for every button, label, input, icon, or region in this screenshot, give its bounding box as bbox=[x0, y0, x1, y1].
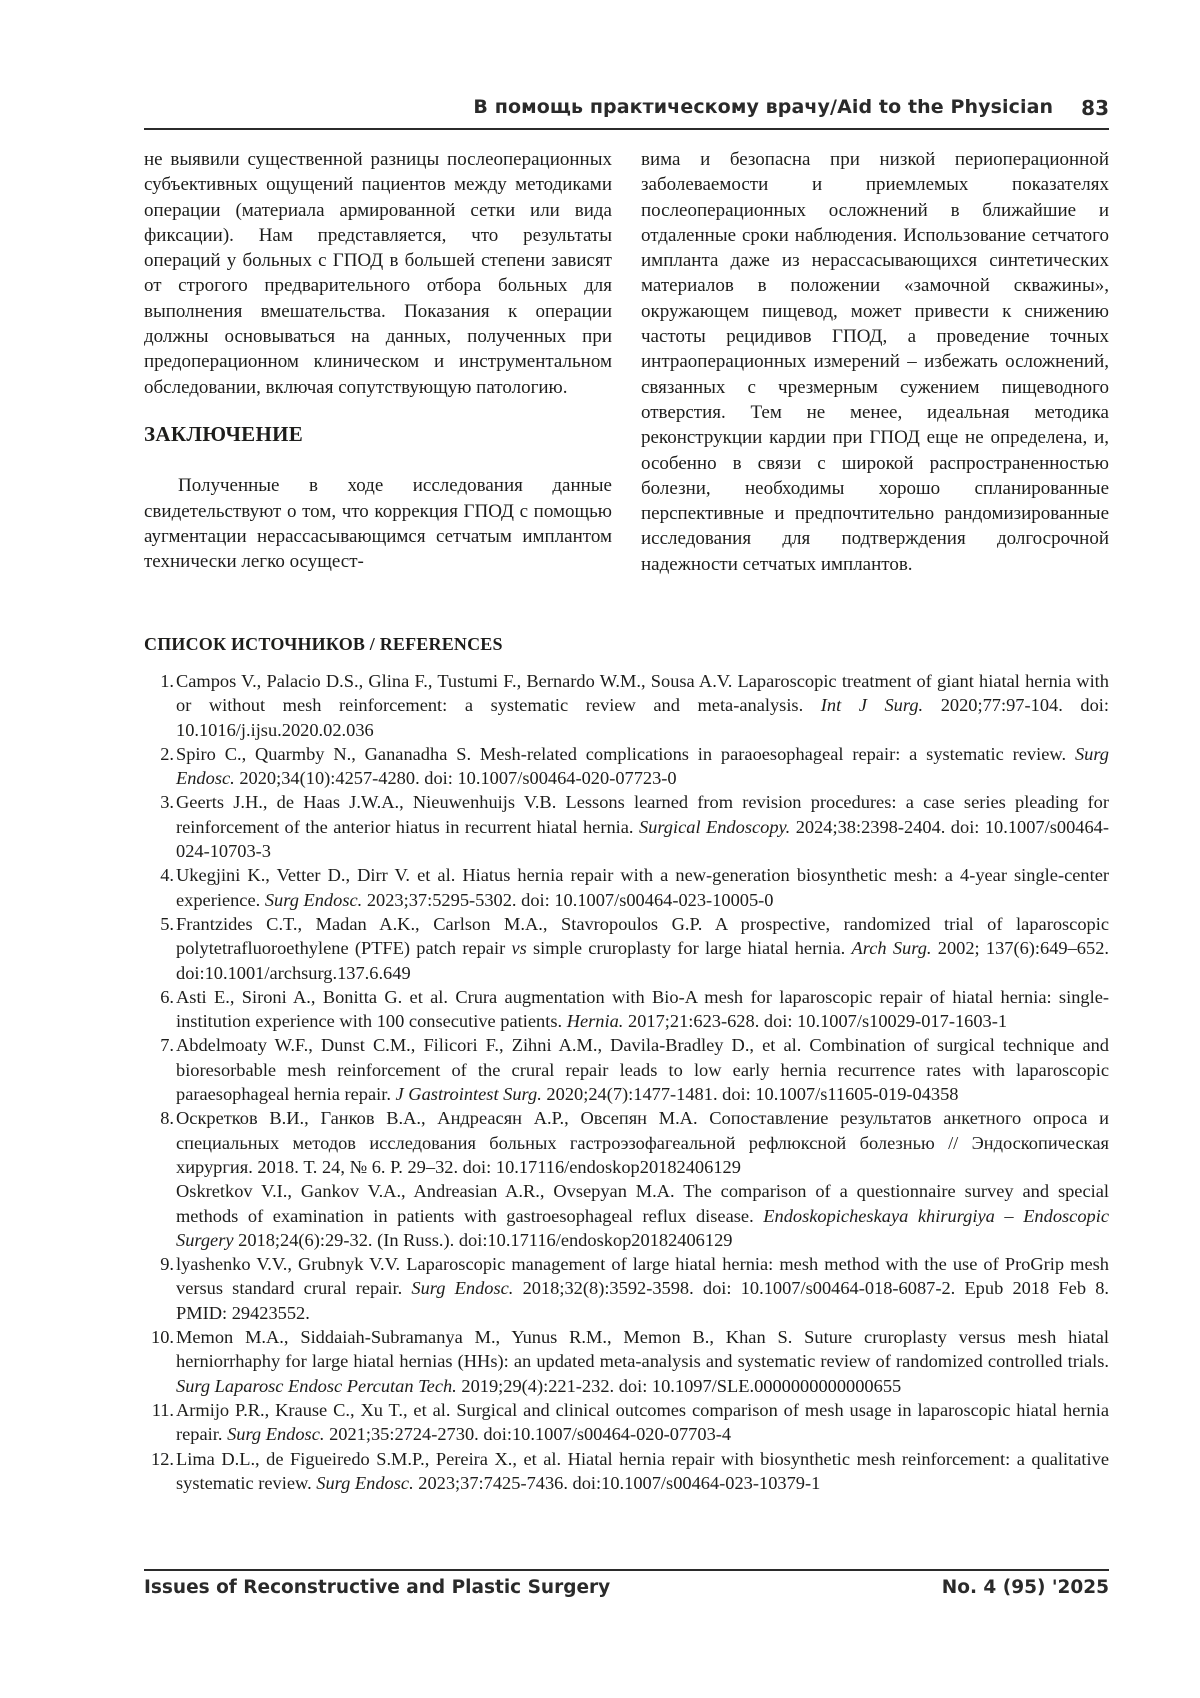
running-footer bbox=[144, 1569, 1109, 1598]
reference-item: 4. Ukegjini K., Vetter D., Dirr V. et al. Hiatus hernia repair with a new-generation biosynthetic mesh: a 4-year single-center experience. Surg Endosc. 2023;37:5295-5302. doi: 10.1007/s00464-023-10005-0 bbox=[160, 865, 1109, 910]
reference-english: Oskretkov V.I., Gankov V.A., Andreasian A.R., Ovsepyan M.A. The comparison of a questionnaire survey and special methods of examination in patients with gastroesophageal reflux disease. Endoskopicheskaya khirurgiya – Endoscopic Surgery 2018;24(6):29-32. (In Russ.). doi:10.17116/endoskop20182406129 bbox=[176, 1181, 1110, 1250]
reference-item: 9. lyashenko V.V., Grubnyk V.V. Laparoscopic management of large hiatal hernia: mesh method with the use of ProGrip mesh versus standard crural repair. Surg Endosc. 2018;32(8):3592-3598. doi: 10.1007/s00464-018-6087-2. Epub 2018 Feb 8. PMID: 29423552. bbox=[160, 1254, 1109, 1323]
reference-item: 5. Frantzides C.T., Madan A.K., Carlson M.A., Stavropoulos G.P. A prospective, randomized trial of laparoscopic polytetrafluoroethylene (PTFE) patch repair vs simple cruroplasty for large hiatal hernia. Arch Surg. 2002; 137(6):649–652. doi:10.1001/archsurg.137.6.649 bbox=[160, 913, 1109, 983]
reference-item: 7. Abdelmoaty W.F., Dunst C.M., Filicori F., Zihni A.M., Davila-Bradley D., et al. Combination of surgical technique and bioresorbable mesh reinforcement of the crural repair leads to low early hernia recurrence rates with laparoscopic paraesophageal hernia repair. J Gastrointest Surg. 2020;24(7):1477-1481. doi: 10.1007/s11605-019-04358 bbox=[160, 1035, 1109, 1105]
page-number: 83 bbox=[1081, 96, 1109, 120]
issue-number: No. 4 (95) '2025 bbox=[941, 1577, 1109, 1598]
left-paragraph-1: не выявили существенной разницы послеоперационных субъективных ощущений пациентов между методиками операции (материала армированной сетки или вида фиксации). Нам представляется, что результаты операций у больных с ГПОД в большей степени зависят от строгого предварительного отбора больных для выполнения вмешательства. Показания к операции должны основываться на данных, полученных при предоперационном клиническом и инструментальном обследовании, включая сопутствующую патологию. bbox=[144, 149, 612, 398]
reference-item: 8. Оскретков В.И., Ганков В.А., Андреасян А.Р., Овсепян М.А. Сопоставление результатов анкетного опроса и специальных методов исследования больных гастроэзофагеальной рефлюксной болезнью // Эндоскопическая хирургия. 2018. Т. 24, № 6. P. 29–32. doi: 10.17116/endoskop20182406129 Oskretkov V.I., Gankov V.A., Andreasian A.R., Ovsepyan M.A. The comparison of a questionnaire survey and special methods of examination in patients with gastroesophageal reflux disease. Endoskopicheskaya khirurgiya – Endoscopic Surgery 2018;24(6):29-32. (In Russ.). doi:10.17116/endoskop20182406129 bbox=[144, 1106, 1109, 1252]
reference-russian: Оскретков В.И., Ганков В.А., Андреасян А.Р., Овсепян М.А. Сопоставление результатов анкетного опроса и специальных методов исследования больных гастроэзофагеальной рефлюксной болезнью // Эндоскопическая хирургия. 2018. Т. 24, № 6. P. 29–32. doi: 10.17116/endoskop20182406129 bbox=[176, 1108, 1109, 1177]
reference-list bbox=[144, 669, 1109, 1495]
running-header bbox=[144, 96, 1109, 130]
right-column bbox=[641, 147, 1109, 577]
right-paragraph-1: вима и безопасна при низкой периоперационной заболеваемости и приемлемых показателях послеоперационных осложнений в ближайшие и отдаленные сроки наблюдения. Использование сетчатого импланта даже из нерассасывающихся синтетических материалов в положении «замочной скважины», окружающем пищевод, может привести к снижению частоты рецидивов ГПОД, а проведение точных интраоперационных измерений – избежать осложнений, связанных с чрезмерным сужением пищеводного отверстия. Тем не менее, идеальная методика реконструкции кардии при ГПОД еще не определена, и, особенно в связи с широкой распространенностью болезни, необходимы хорошо спланированные перспективные и предпочтительно рандомизированные исследования для подтверждения долгосрочной надежности сетчатых имплантов. bbox=[641, 149, 1109, 575]
reference-item: 10. Memon M.A., Siddaiah-Subramanya M., Yunus R.M., Memon B., Khan S. Suture cruroplasty versus mesh hiatal herniorrhaphy for large hiatal hernias (HHs): an updated meta-analysis and systematic review of randomized controlled trials. Surg Laparosc Endosc Percutan Tech. 2019;29(4):221-232. doi: 10.1097/SLE.0000000000000655 bbox=[151, 1327, 1109, 1396]
reference-item: 1. Campos V., Palacio D.S., Glina F., Tustumi F., Bernardo W.M., Sousa A.V. Laparoscopic treatment of giant hiatal hernia with or without mesh reinforcement: a systematic review and meta-analysis. Int J Surg. 2020;77:97-104. doi: 10.1016/j.ijsu.2020.02.036 bbox=[160, 671, 1109, 740]
reference-item: 6. Asti E., Sironi A., Bonitta G. et al. Crura augmentation with Bio-A mesh for laparoscopic repair of hiatal hernia: single-institution experience with 100 consecutive patients. Hernia. 2017;21:623-628. doi: 10.1007/s10029-017-1603-1 bbox=[160, 986, 1109, 1032]
reference-item: 3. Geerts J.H., de Haas J.W.A., Nieuwenhuijs V.B. Lessons learned from revision procedures: a case series pleading for reinforcement of the anterior hiatus in recurrent hiatal hernia. Surgical Endoscopy. 2024;38:2398-2404. doi: 10.1007/s00464-024-10703-3 bbox=[160, 792, 1109, 862]
reference-item: 12. Lima D.L., de Figueiredo S.M.P., Pereira X., et al. Hiatal hernia repair with biosynthetic mesh reinforcement: a qualitative systematic review. Surg Endosc. 2023;37:7425-7436. doi:10.1007/s00464-023-10379-1 bbox=[151, 1448, 1109, 1493]
running-head-title: В помощь практическому врачу/Aid to the Physician bbox=[473, 96, 1054, 118]
left-paragraph-2: Полученные в ходе исследования данные свидетельствуют о том, что коррекция ГПОД с помощью аугментации нерассасывающимся сетчатым имплантом технически легко осущест- bbox=[144, 475, 612, 573]
reference-item: 11. Armijo P.R., Krause C., Xu T., et al. Surgical and clinical outcomes comparison of mesh usage in laparoscopic hiatal hernia repair. Surg Endosc. 2021;35:2724-2730. doi:10.1007/s00464-020-07703-4 bbox=[151, 1399, 1109, 1445]
journal-name: Issues of Reconstructive and Plastic Surgery bbox=[144, 1577, 611, 1598]
reference-item: 2. Spiro C., Quarmby N., Gananadha S. Mesh-related complications in paraoesophageal repair: a systematic review. Surg Endosc. 2020;34(10):4257-4280. doi: 10.1007/s00464-020-07723-0 bbox=[160, 743, 1109, 789]
body-columns bbox=[144, 147, 1109, 577]
left-column bbox=[144, 147, 612, 577]
conclusion-heading: ЗАКЛЮЧЕНИЕ bbox=[144, 421, 304, 446]
references-title: СПИСОК ИСТОЧНИКОВ / REFERENCES bbox=[144, 634, 503, 654]
